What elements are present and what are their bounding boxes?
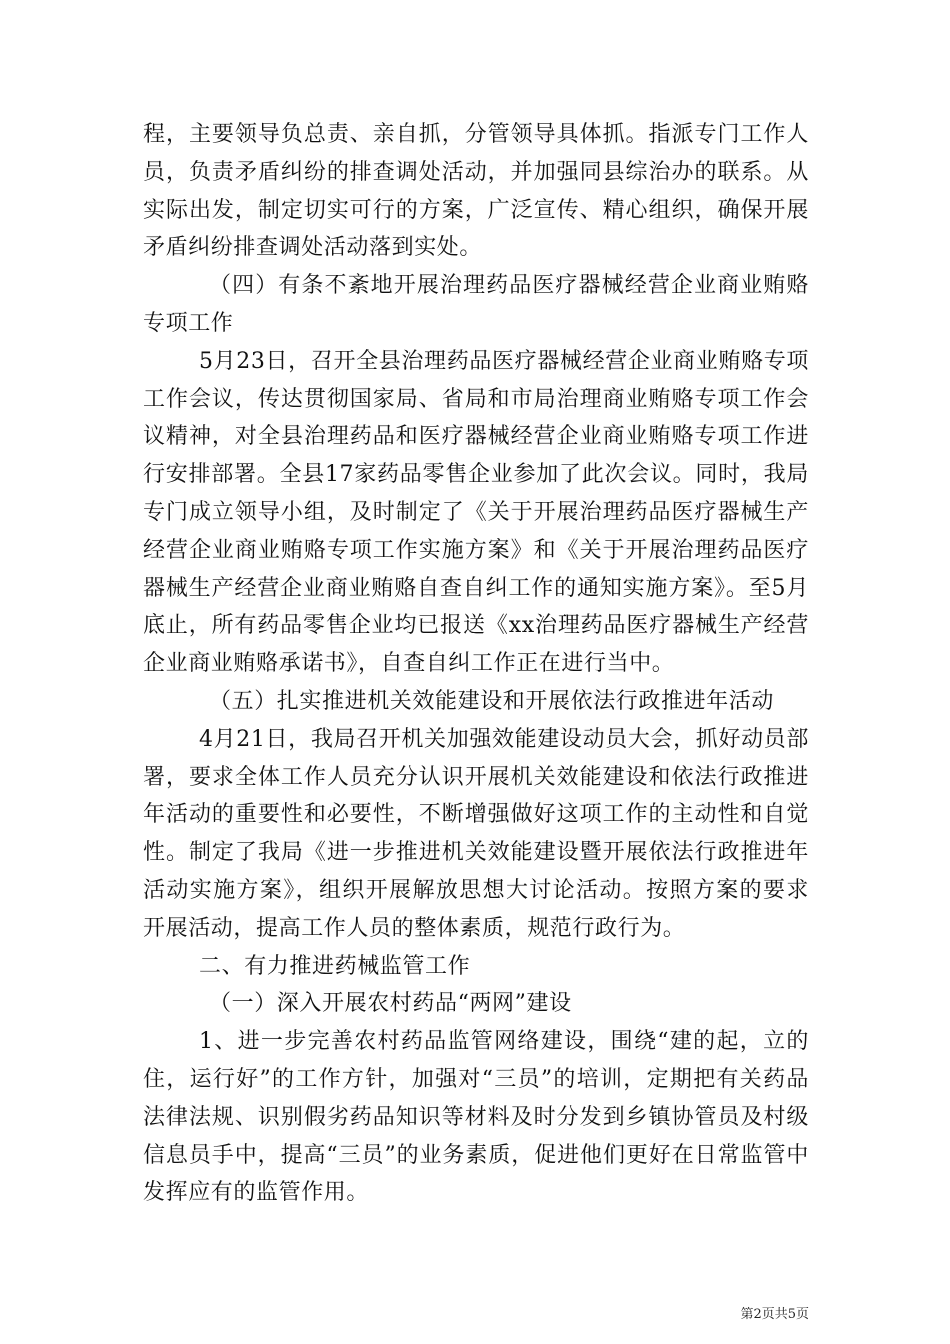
- section-heading-1: （一）深入开展农村药品“两网”建设: [209, 991, 572, 1017]
- chapter-heading-2: 二、有力推进药械监管工作: [199, 953, 471, 979]
- document-body: [143, 116, 809, 1212]
- section-heading-5: （五）扎实推进机关效能建设和开展依法行政推进年活动: [209, 688, 775, 714]
- section-heading-4: （四）有条不紊地开展治理药品医疗器械经营企业商业贿赂专项工作: [143, 273, 809, 336]
- paragraph-efficiency-work: 4月21日，我局召开机关加强效能建设动员大会，抓好动员部署，要求全体工作人员充分认识开展机关效能建设和依法行政推进年活动的重要性和必要性，不断增强做好这项工作的主动性和自觉性。制定了我局《进一步推进机关效能建设暨开展依法行政推进年活动实施方案》，组织开展解放思想大讨论活动。按照方案的要求开展活动，提高工作人员的整体素质，规范行政行为。: [143, 726, 809, 941]
- paragraph-bribery-work: 5月23日，召开全县治理药品医疗器械经营企业商业贿赂专项工作会议，传达贯彻国家局、省局和市局治理商业贿赂专项工作会议精神，对全县治理药品和医疗器械经营企业商业贿赂专项工作进行安排部署。全县17家药品零售企业参加了此次会议。同时，我局专门成立领导小组，及时制定了《关于开展治理药品医疗器械生产经营企业商业贿赂专项工作实施方案》和《关于开展治理药品医疗器械生产经营企业商业贿赂自查自纠工作的通知实施方案》。至5月底止，所有药品零售企业均已报送《xx治理药品医疗器械生产经营企业商业贿赂承诺书》，自查自纠工作正在进行当中。: [143, 348, 809, 677]
- paragraph-network-building: 1、进一步完善农村药品监管网络建设，围绕“建的起，立的住，运行好”的工作方针，加强对“三员”的培训，定期把有关药品法律法规、识别假劣药品知识等材料及时分发到乡镇协管员及村级信息员手中，提高“三员”的业务素质，促进他们更好在日常监管中发挥应有的监管作用。: [143, 1029, 809, 1206]
- page-number: 第2页共5页: [740, 1307, 809, 1322]
- paragraph-continuation: 程，主要领导负总责、亲自抓，分管领导具体抓。指派专门工作人员，负责矛盾纠纷的排查调处活动，并加强同县综治办的联系。从实际出发，制定切实可行的方案，广泛宣传、精心组织，确保开展矛盾纠纷排查调处活动落到实处。: [143, 122, 809, 261]
